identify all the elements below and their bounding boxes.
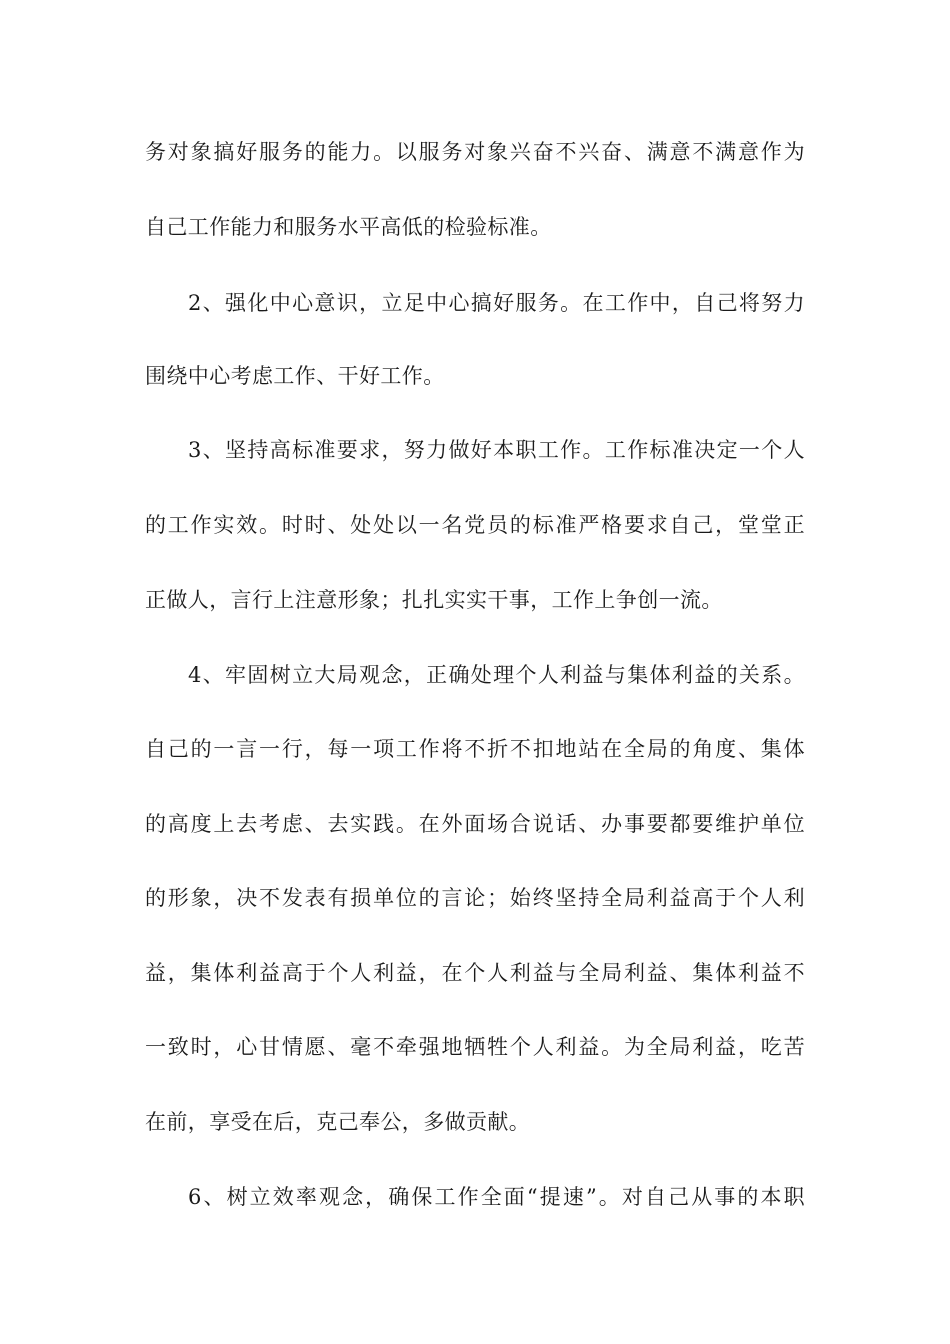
paragraph-4-line-7: 在前，享受在后，克己奉公，多做贡献。 [145, 1110, 531, 1134]
paragraph-3-line-3: 正做人，言行上注意形象；扎扎实实干事，工作上争创一流。 [145, 588, 723, 612]
paragraph-2-line-1: 2、强化中心意识，立足中心搞好服务。在工作中，自己将努力 [188, 291, 805, 315]
paragraph-3-line-2: 的工作实效。时时、处处以一名党员的标准严格要求自己，堂堂正 [145, 513, 805, 537]
paragraph-4-line-5: 益，集体利益高于个人利益，在个人利益与全局利益、集体利益不 [145, 961, 805, 985]
paragraph-6-line-1: 6、树立效率观念，确保工作全面“提速”。对自己从事的本职 [188, 1185, 805, 1209]
paragraph-4-line-4: 的形象，决不发表有损单位的言论；始终坚持全局利益高于个人利 [145, 886, 805, 910]
paragraph-2-line-2: 围绕中心考虑工作、干好工作。 [145, 364, 445, 388]
paragraph-4-line-6: 一致时，心甘情愿、毫不牵强地牺牲个人利益。为全局利益，吃苦 [145, 1035, 805, 1059]
paragraph-3-line-1: 3、坚持高标准要求，努力做好本职工作。工作标准决定一个人 [188, 438, 805, 462]
text-line-1: 务对象搞好服务的能力。以服务对象兴奋不兴奋、满意不满意作为 [145, 140, 805, 164]
paragraph-4-line-3: 的高度上去考虑、去实践。在外面场合说话、办事要都要维护单位 [145, 812, 805, 836]
text-line-2: 自己工作能力和服务水平高低的检验标准。 [145, 215, 552, 239]
paragraph-4-line-2: 自己的一言一行，每一项工作将不折不扣地站在全局的角度、集体 [145, 737, 805, 761]
paragraph-4-line-1: 4、牢固树立大局观念，正确处理个人利益与集体利益的关系。 [188, 663, 805, 687]
